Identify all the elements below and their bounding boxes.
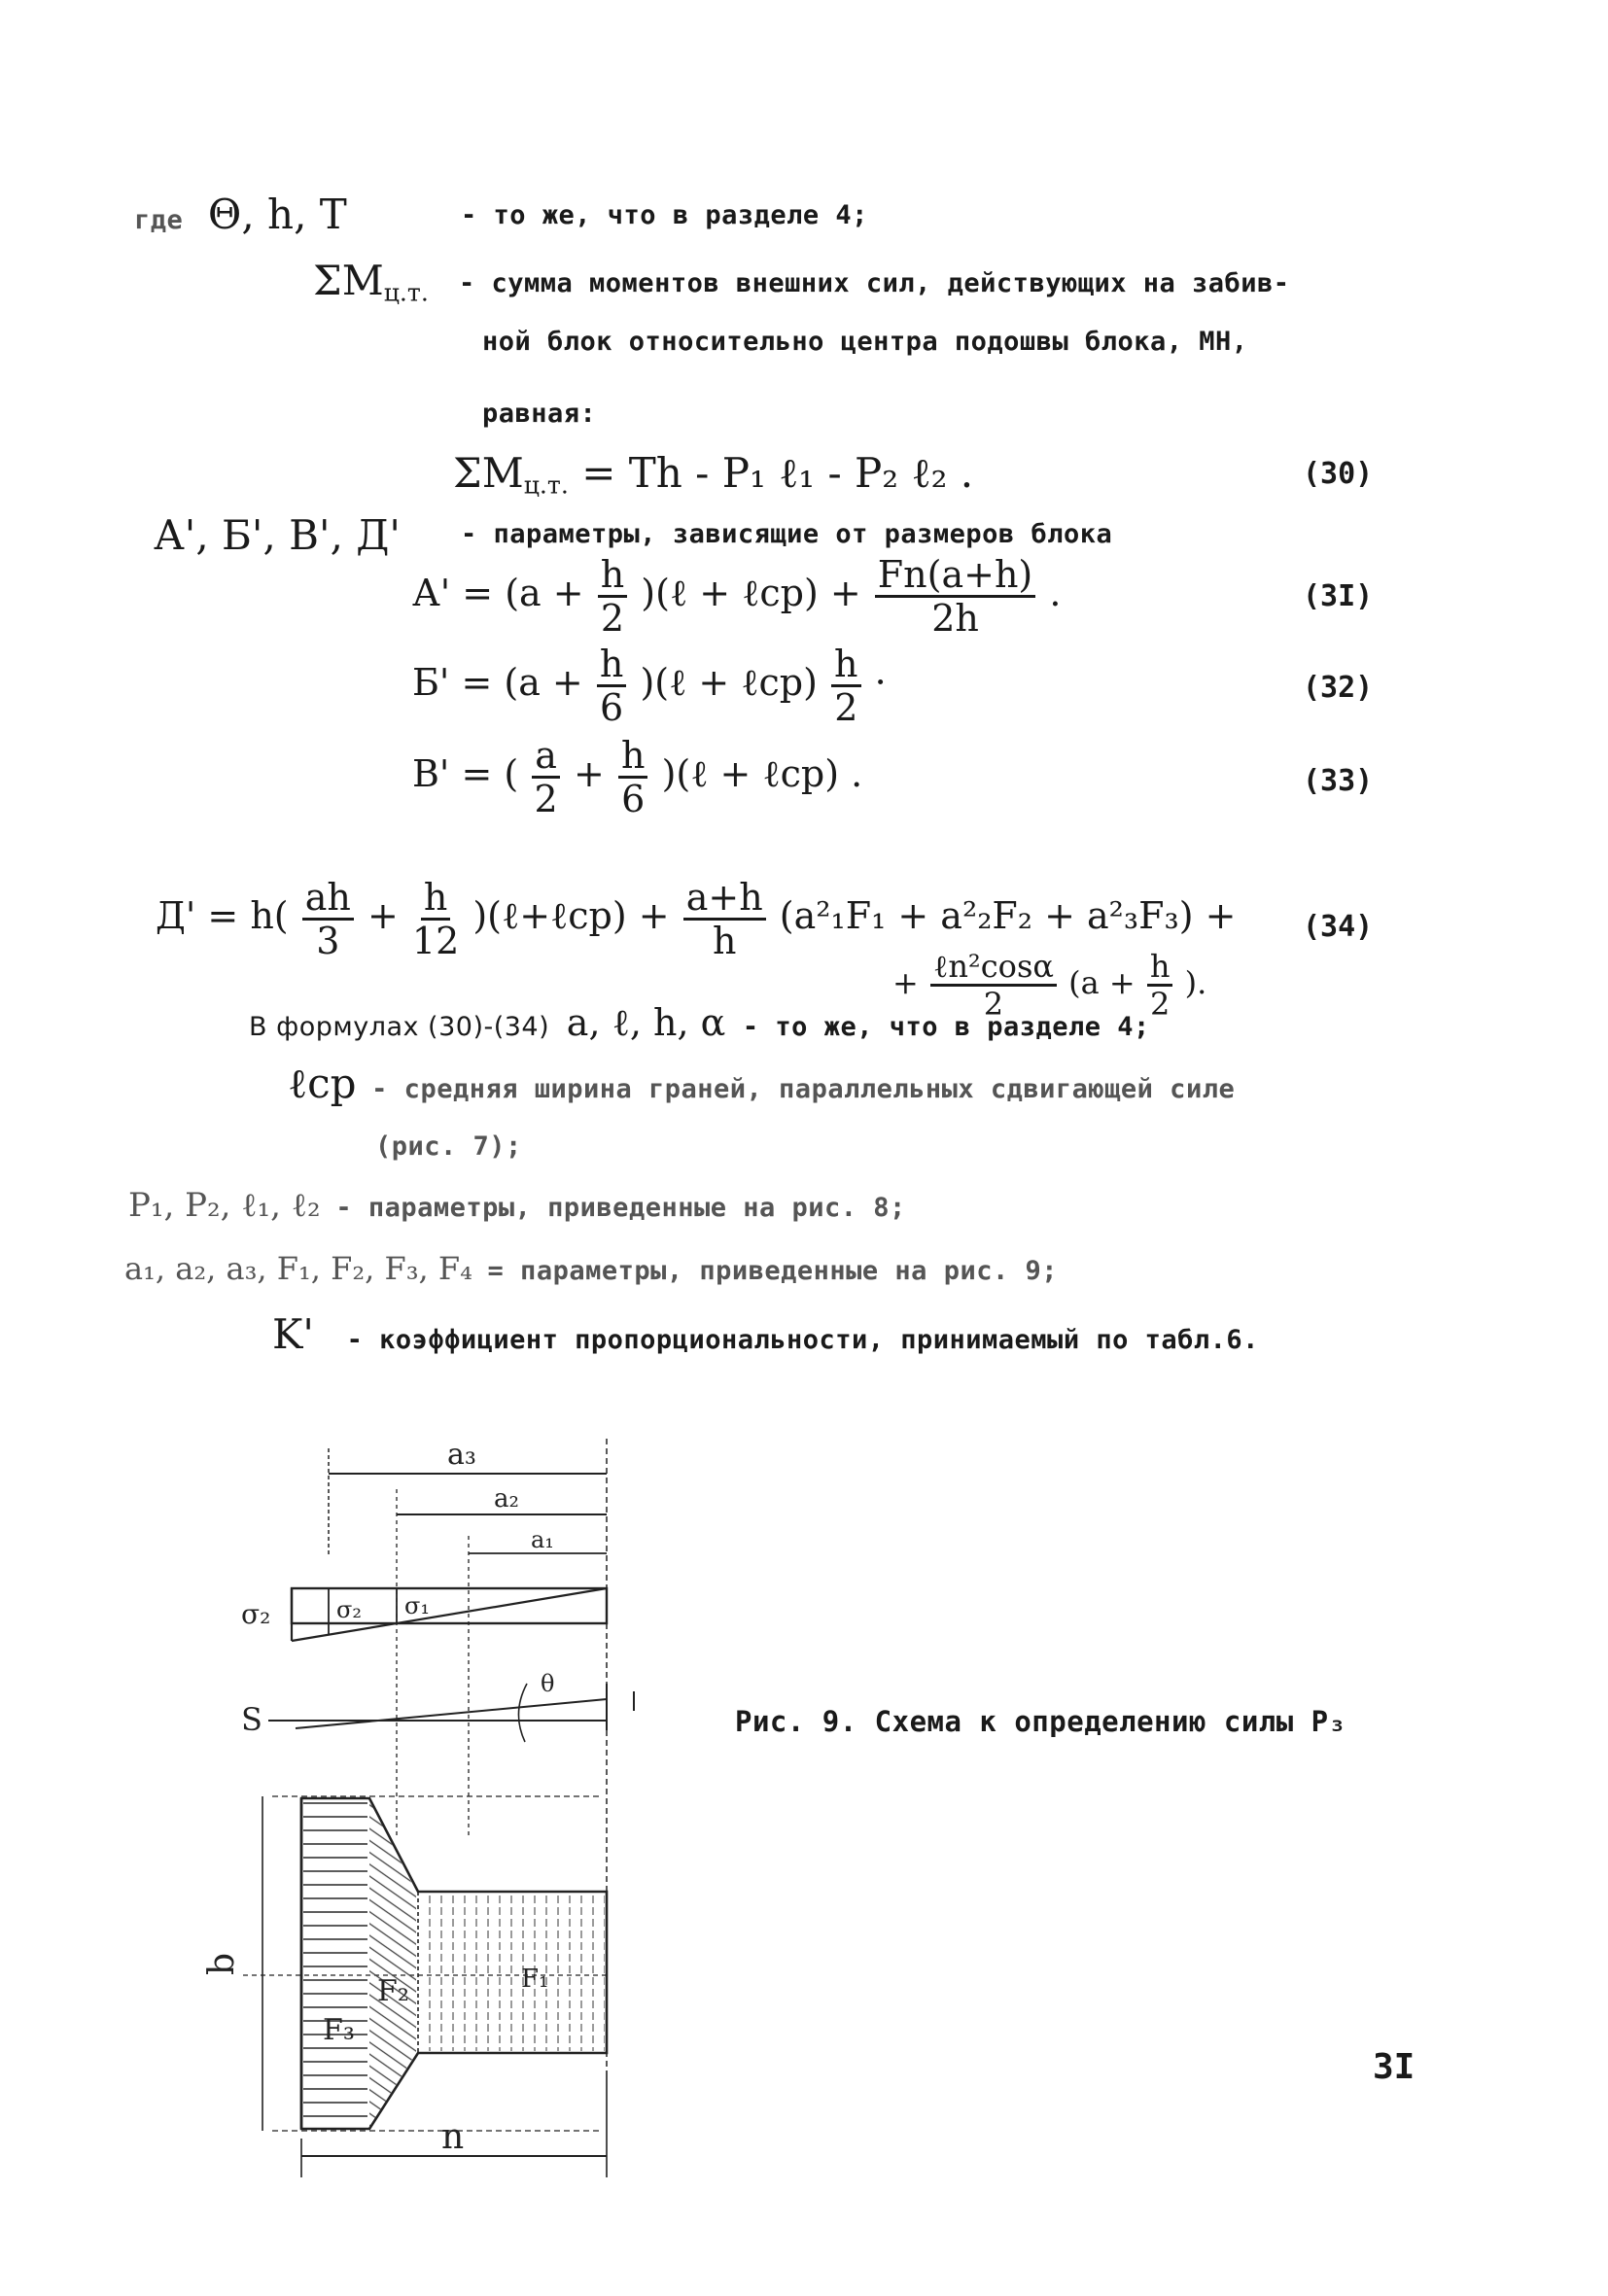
label-sigma1: σ₁: [404, 1592, 431, 1619]
a-symbols: a₁, a₂, a₃, F₁, F₂, F₃, F₄: [124, 1250, 472, 1287]
equation-34-number: (34): [1303, 910, 1374, 944]
equation-32-number: (32): [1303, 671, 1374, 705]
equation-31: А' = (a + $\frac{h}{2}$ )(ℓ + ℓср) + $\frac{Fn(a+h)}{2h}$ .: [412, 553, 1062, 640]
a-text: = параметры, приведенные на рис. 9;: [487, 1256, 1058, 1286]
label-f3: F₃: [323, 2013, 355, 2047]
label-s: S: [241, 1701, 262, 1738]
p-symbols: P₁, P₂, ℓ₁, ℓ₂: [128, 1186, 321, 1225]
sum-m-symbol: $\Sigma M_{ц.т.}$: [313, 257, 429, 307]
p-note: [128, 1186, 906, 1225]
where-label: где: [134, 205, 184, 235]
label-sigma2-outer: σ₂: [241, 1598, 271, 1630]
figure-caption: Рис. 9. Схема к определению силы P₃: [735, 1705, 1346, 1738]
equation-34-line1: Д' = h( $\frac{ah}{3}$ + $\frac{h}{12}$ )(ℓ+ℓср) + $\frac{a+h}{h}$ (a²₁F₁ + a²₂F₂ + a²₃F₃) +: [156, 876, 1237, 962]
p-text: - параметры, приведенные на рис. 8;: [335, 1193, 906, 1223]
figure-9-diagram: [202, 1429, 642, 2157]
equation-30: $\Sigma M_{ц.т.} = Th - P_1$ ℓ₁ - P₂ ℓ₂ .: [453, 449, 974, 500]
sum-m-line3: равная:: [482, 399, 597, 429]
formulas-prefix: В формулах (30)-(34): [249, 1012, 550, 1042]
page-number: 3I: [1373, 2047, 1416, 2087]
intro-symbols: Θ, h, T: [207, 191, 347, 238]
formulas-symbols: a, ℓ, h, α: [566, 1001, 726, 1044]
label-sigma2: σ₂: [336, 1596, 363, 1623]
bsr-note: [288, 1060, 1235, 1108]
equation-33: В' = ( $\frac{a}{2}$ + $\frac{h}{6}$ )(ℓ + ℓср) .: [412, 734, 863, 820]
label-a3: a₃: [447, 1438, 476, 1472]
params-text: - параметры, зависящие от размеров блока: [461, 519, 1113, 549]
bsr-ref: (рис. 7);: [375, 1131, 522, 1162]
equation-32: Б' = (a + $\frac{h}{6}$ )(ℓ + ℓср) $\frac{h}{2}$ ·: [412, 643, 887, 729]
bsr-symbol: ℓср: [288, 1060, 357, 1107]
equation-33-number: (33): [1303, 764, 1374, 798]
params-symbols: А', Б', В', Д': [154, 511, 401, 559]
label-theta: θ: [541, 1670, 555, 1697]
label-b: b: [202, 1952, 242, 1975]
formulas-note: [249, 1001, 1150, 1045]
formulas-text: - то же, что в разделе 4;: [742, 1012, 1150, 1042]
label-f2: F₂: [377, 1974, 409, 2008]
k-note: [272, 1310, 1259, 1358]
intro-text: - то же, что в разделе 4;: [461, 200, 868, 230]
sum-m-line2: ной блок относительно центра подошвы блока, МН,: [482, 327, 1248, 357]
equation-31-number: (3I): [1303, 579, 1374, 613]
k-text: - коэффициент пропорциональности, принимаемый по табл.6.: [346, 1325, 1259, 1355]
a-note: [124, 1250, 1058, 1287]
label-n: n: [441, 2117, 465, 2157]
label-f1: F₁: [521, 1965, 549, 1994]
intro-line: [134, 191, 347, 238]
label-a1: a₁: [531, 1526, 554, 1553]
equation-34-line2: + $\frac{\text{ℓn²cosα}}{2}$ (a + $\frac{h}{2}$ ).: [892, 948, 1207, 1023]
label-a2: a₂: [494, 1484, 519, 1513]
equation-30-number: (30): [1303, 457, 1374, 491]
sum-m-line1: - сумма моментов внешних сил, действующих на забив-: [459, 268, 1290, 298]
bsr-text: - средняя ширина граней, параллельных сдвигающей силе: [371, 1074, 1236, 1104]
k-symbol: K': [272, 1310, 314, 1358]
